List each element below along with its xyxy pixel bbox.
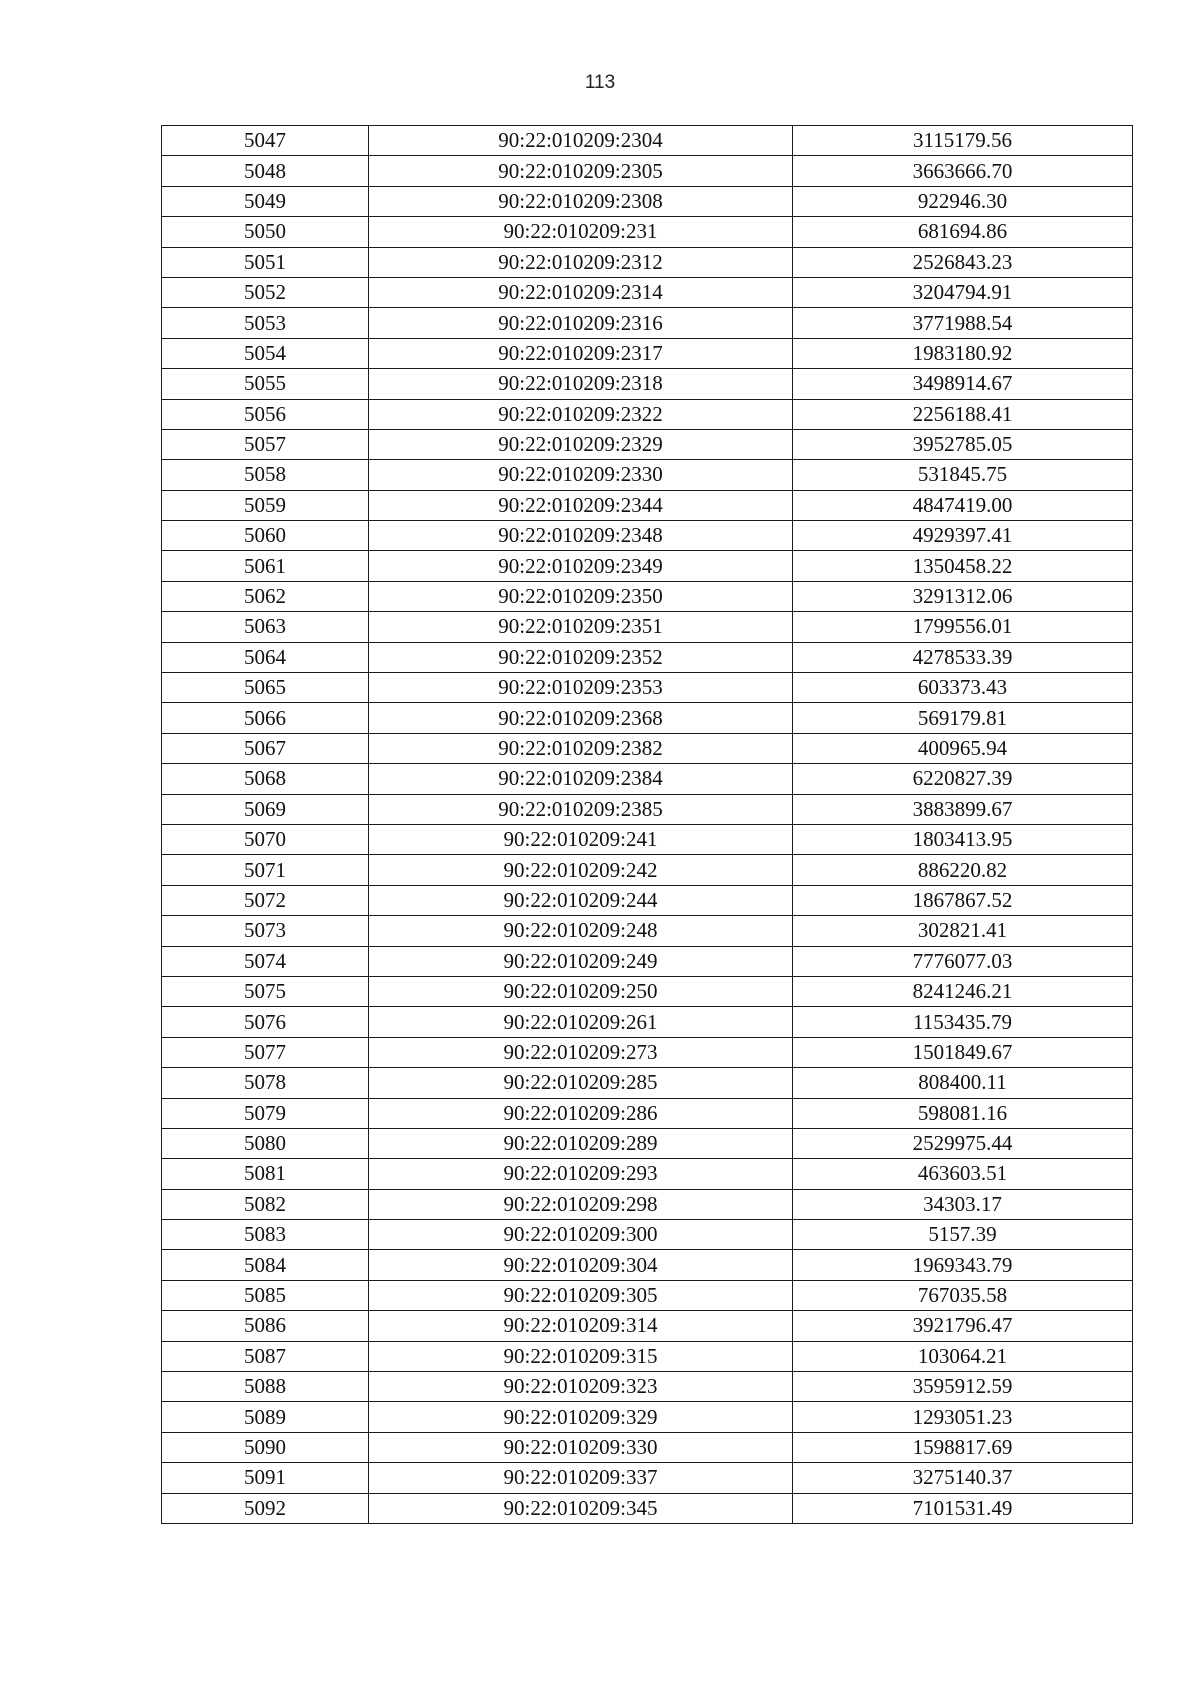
value-cell: 598081.16: [793, 1098, 1133, 1128]
row-number-cell: 5057: [162, 429, 369, 459]
cadastral-number-cell: 90:22:010209:2330: [369, 460, 793, 490]
row-number-cell: 5050: [162, 217, 369, 247]
row-number-cell: 5054: [162, 338, 369, 368]
value-cell: 5157.39: [793, 1220, 1133, 1250]
table-row: [162, 733, 1133, 763]
value-cell: 463603.51: [793, 1159, 1133, 1189]
table-row: [162, 855, 1133, 885]
table-row: [162, 916, 1133, 946]
cadastral-number-cell: 90:22:010209:2304: [369, 126, 793, 156]
cadastral-number-cell: 90:22:010209:2350: [369, 581, 793, 611]
value-cell: 1598817.69: [793, 1432, 1133, 1462]
row-number-cell: 5092: [162, 1493, 369, 1523]
value-cell: 4929397.41: [793, 521, 1133, 551]
value-cell: 922946.30: [793, 186, 1133, 216]
row-number-cell: 5084: [162, 1250, 369, 1280]
value-cell: 3498914.67: [793, 369, 1133, 399]
table-row: [162, 1463, 1133, 1493]
row-number-cell: 5071: [162, 855, 369, 885]
cadastral-number-cell: 90:22:010209:2308: [369, 186, 793, 216]
value-cell: 7101531.49: [793, 1493, 1133, 1523]
value-cell: 1983180.92: [793, 338, 1133, 368]
cadastral-number-cell: 90:22:010209:250: [369, 976, 793, 1006]
cadastral-number-cell: 90:22:010209:2318: [369, 369, 793, 399]
cadastral-number-cell: 90:22:010209:2353: [369, 673, 793, 703]
cadastral-number-cell: 90:22:010209:300: [369, 1220, 793, 1250]
row-number-cell: 5073: [162, 916, 369, 946]
table-row: [162, 1220, 1133, 1250]
row-number-cell: 5091: [162, 1463, 369, 1493]
cadastral-number-cell: 90:22:010209:293: [369, 1159, 793, 1189]
value-cell: 3291312.06: [793, 581, 1133, 611]
cadastral-number-cell: 90:22:010209:2352: [369, 642, 793, 672]
row-number-cell: 5065: [162, 673, 369, 703]
page-number: 113: [584, 72, 616, 93]
cadastral-number-cell: 90:22:010209:2322: [369, 399, 793, 429]
cadastral-number-cell: 90:22:010209:249: [369, 946, 793, 976]
value-cell: 2526843.23: [793, 247, 1133, 277]
value-cell: 1293051.23: [793, 1402, 1133, 1432]
row-number-cell: 5081: [162, 1159, 369, 1189]
row-number-cell: 5090: [162, 1432, 369, 1462]
row-number-cell: 5061: [162, 551, 369, 581]
table-row: [162, 217, 1133, 247]
row-number-cell: 5053: [162, 308, 369, 338]
table-body: [162, 126, 1133, 1524]
row-number-cell: 5062: [162, 581, 369, 611]
row-number-cell: 5075: [162, 976, 369, 1006]
table-row: [162, 824, 1133, 854]
row-number-cell: 5063: [162, 612, 369, 642]
row-number-cell: 5066: [162, 703, 369, 733]
table-row: [162, 156, 1133, 186]
row-number-cell: 5072: [162, 885, 369, 915]
table-row: [162, 308, 1133, 338]
cadastral-number-cell: 90:22:010209:2314: [369, 277, 793, 307]
value-cell: 2529975.44: [793, 1128, 1133, 1158]
data-table: [161, 125, 1133, 1524]
value-cell: 3771988.54: [793, 308, 1133, 338]
value-cell: 886220.82: [793, 855, 1133, 885]
table-row: [162, 1372, 1133, 1402]
cadastral-number-cell: 90:22:010209:2349: [369, 551, 793, 581]
table-row: [162, 612, 1133, 642]
row-number-cell: 5079: [162, 1098, 369, 1128]
cadastral-number-cell: 90:22:010209:304: [369, 1250, 793, 1280]
row-number-cell: 5078: [162, 1068, 369, 1098]
cadastral-number-cell: 90:22:010209:2368: [369, 703, 793, 733]
value-cell: 1501849.67: [793, 1037, 1133, 1067]
value-cell: 7776077.03: [793, 946, 1133, 976]
table-row: [162, 338, 1133, 368]
table-row: [162, 946, 1133, 976]
row-number-cell: 5088: [162, 1372, 369, 1402]
cadastral-number-cell: 90:22:010209:286: [369, 1098, 793, 1128]
row-number-cell: 5087: [162, 1341, 369, 1371]
cadastral-number-cell: 90:22:010209:337: [369, 1463, 793, 1493]
cadastral-number-cell: 90:22:010209:2317: [369, 338, 793, 368]
table-row: [162, 581, 1133, 611]
table-row: [162, 976, 1133, 1006]
value-cell: 1969343.79: [793, 1250, 1133, 1280]
table-row: [162, 764, 1133, 794]
cadastral-number-cell: 90:22:010209:289: [369, 1128, 793, 1158]
row-number-cell: 5048: [162, 156, 369, 186]
table-row: [162, 277, 1133, 307]
cadastral-number-cell: 90:22:010209:273: [369, 1037, 793, 1067]
cadastral-number-cell: 90:22:010209:2382: [369, 733, 793, 763]
value-cell: 3663666.70: [793, 156, 1133, 186]
value-cell: 34303.17: [793, 1189, 1133, 1219]
table-row: [162, 1068, 1133, 1098]
cadastral-number-cell: 90:22:010209:345: [369, 1493, 793, 1523]
value-cell: 767035.58: [793, 1280, 1133, 1310]
cadastral-number-cell: 90:22:010209:2305: [369, 156, 793, 186]
table-row: [162, 1189, 1133, 1219]
table-row: [162, 186, 1133, 216]
table-row: [162, 642, 1133, 672]
row-number-cell: 5047: [162, 126, 369, 156]
cadastral-number-cell: 90:22:010209:2316: [369, 308, 793, 338]
table-row: [162, 490, 1133, 520]
row-number-cell: 5085: [162, 1280, 369, 1310]
value-cell: 3275140.37: [793, 1463, 1133, 1493]
table-row: [162, 1280, 1133, 1310]
row-number-cell: 5067: [162, 733, 369, 763]
cadastral-number-cell: 90:22:010209:330: [369, 1432, 793, 1462]
cadastral-number-cell: 90:22:010209:298: [369, 1189, 793, 1219]
cadastral-number-cell: 90:22:010209:248: [369, 916, 793, 946]
table-row: [162, 885, 1133, 915]
row-number-cell: 5058: [162, 460, 369, 490]
value-cell: 400965.94: [793, 733, 1133, 763]
table-row: [162, 460, 1133, 490]
row-number-cell: 5059: [162, 490, 369, 520]
row-number-cell: 5064: [162, 642, 369, 672]
value-cell: 8241246.21: [793, 976, 1133, 1006]
cadastral-number-cell: 90:22:010209:261: [369, 1007, 793, 1037]
row-number-cell: 5060: [162, 521, 369, 551]
cadastral-number-cell: 90:22:010209:314: [369, 1311, 793, 1341]
value-cell: 3883899.67: [793, 794, 1133, 824]
row-number-cell: 5055: [162, 369, 369, 399]
value-cell: 531845.75: [793, 460, 1133, 490]
row-number-cell: 5089: [162, 1402, 369, 1432]
value-cell: 302821.41: [793, 916, 1133, 946]
row-number-cell: 5070: [162, 824, 369, 854]
value-cell: 3595912.59: [793, 1372, 1133, 1402]
value-cell: 1799556.01: [793, 612, 1133, 642]
cadastral-number-cell: 90:22:010209:323: [369, 1372, 793, 1402]
row-number-cell: 5052: [162, 277, 369, 307]
value-cell: 681694.86: [793, 217, 1133, 247]
row-number-cell: 5056: [162, 399, 369, 429]
cadastral-number-cell: 90:22:010209:2312: [369, 247, 793, 277]
row-number-cell: 5068: [162, 764, 369, 794]
cadastral-number-cell: 90:22:010209:315: [369, 1341, 793, 1371]
value-cell: 3921796.47: [793, 1311, 1133, 1341]
value-cell: 1153435.79: [793, 1007, 1133, 1037]
cadastral-number-cell: 90:22:010209:244: [369, 885, 793, 915]
value-cell: 603373.43: [793, 673, 1133, 703]
row-number-cell: 5082: [162, 1189, 369, 1219]
table-row: [162, 551, 1133, 581]
row-number-cell: 5086: [162, 1311, 369, 1341]
table-row: [162, 1432, 1133, 1462]
value-cell: 3204794.91: [793, 277, 1133, 307]
cadastral-number-cell: 90:22:010209:242: [369, 855, 793, 885]
cadastral-number-cell: 90:22:010209:231: [369, 217, 793, 247]
table-row: [162, 399, 1133, 429]
row-number-cell: 5083: [162, 1220, 369, 1250]
cadastral-number-cell: 90:22:010209:2329: [369, 429, 793, 459]
table-row: [162, 369, 1133, 399]
row-number-cell: 5049: [162, 186, 369, 216]
cadastral-number-cell: 90:22:010209:2384: [369, 764, 793, 794]
value-cell: 1867867.52: [793, 885, 1133, 915]
table-row: [162, 1128, 1133, 1158]
table-row: [162, 1341, 1133, 1371]
table-row: [162, 521, 1133, 551]
value-cell: 569179.81: [793, 703, 1133, 733]
value-cell: 3115179.56: [793, 126, 1133, 156]
cadastral-number-cell: 90:22:010209:285: [369, 1068, 793, 1098]
value-cell: 103064.21: [793, 1341, 1133, 1371]
cadastral-number-cell: 90:22:010209:2385: [369, 794, 793, 824]
cadastral-number-cell: 90:22:010209:2348: [369, 521, 793, 551]
table-row: [162, 1402, 1133, 1432]
value-cell: 6220827.39: [793, 764, 1133, 794]
value-cell: 4847419.00: [793, 490, 1133, 520]
table-row: [162, 1159, 1133, 1189]
value-cell: 3952785.05: [793, 429, 1133, 459]
table-row: [162, 1037, 1133, 1067]
value-cell: 808400.11: [793, 1068, 1133, 1098]
value-cell: 1350458.22: [793, 551, 1133, 581]
value-cell: 2256188.41: [793, 399, 1133, 429]
value-cell: 1803413.95: [793, 824, 1133, 854]
table-row: [162, 703, 1133, 733]
cadastral-number-cell: 90:22:010209:2344: [369, 490, 793, 520]
table-row: [162, 1493, 1133, 1523]
row-number-cell: 5080: [162, 1128, 369, 1158]
table-row: [162, 1311, 1133, 1341]
row-number-cell: 5076: [162, 1007, 369, 1037]
table-row: [162, 429, 1133, 459]
row-number-cell: 5074: [162, 946, 369, 976]
table-row: [162, 1250, 1133, 1280]
row-number-cell: 5069: [162, 794, 369, 824]
table-row: [162, 1098, 1133, 1128]
table-row: [162, 247, 1133, 277]
table-row: [162, 126, 1133, 156]
cadastral-number-cell: 90:22:010209:2351: [369, 612, 793, 642]
cadastral-number-cell: 90:22:010209:241: [369, 824, 793, 854]
table-row: [162, 673, 1133, 703]
row-number-cell: 5077: [162, 1037, 369, 1067]
value-cell: 4278533.39: [793, 642, 1133, 672]
table-row: [162, 1007, 1133, 1037]
cadastral-number-cell: 90:22:010209:305: [369, 1280, 793, 1310]
table-row: [162, 794, 1133, 824]
row-number-cell: 5051: [162, 247, 369, 277]
cadastral-number-cell: 90:22:010209:329: [369, 1402, 793, 1432]
